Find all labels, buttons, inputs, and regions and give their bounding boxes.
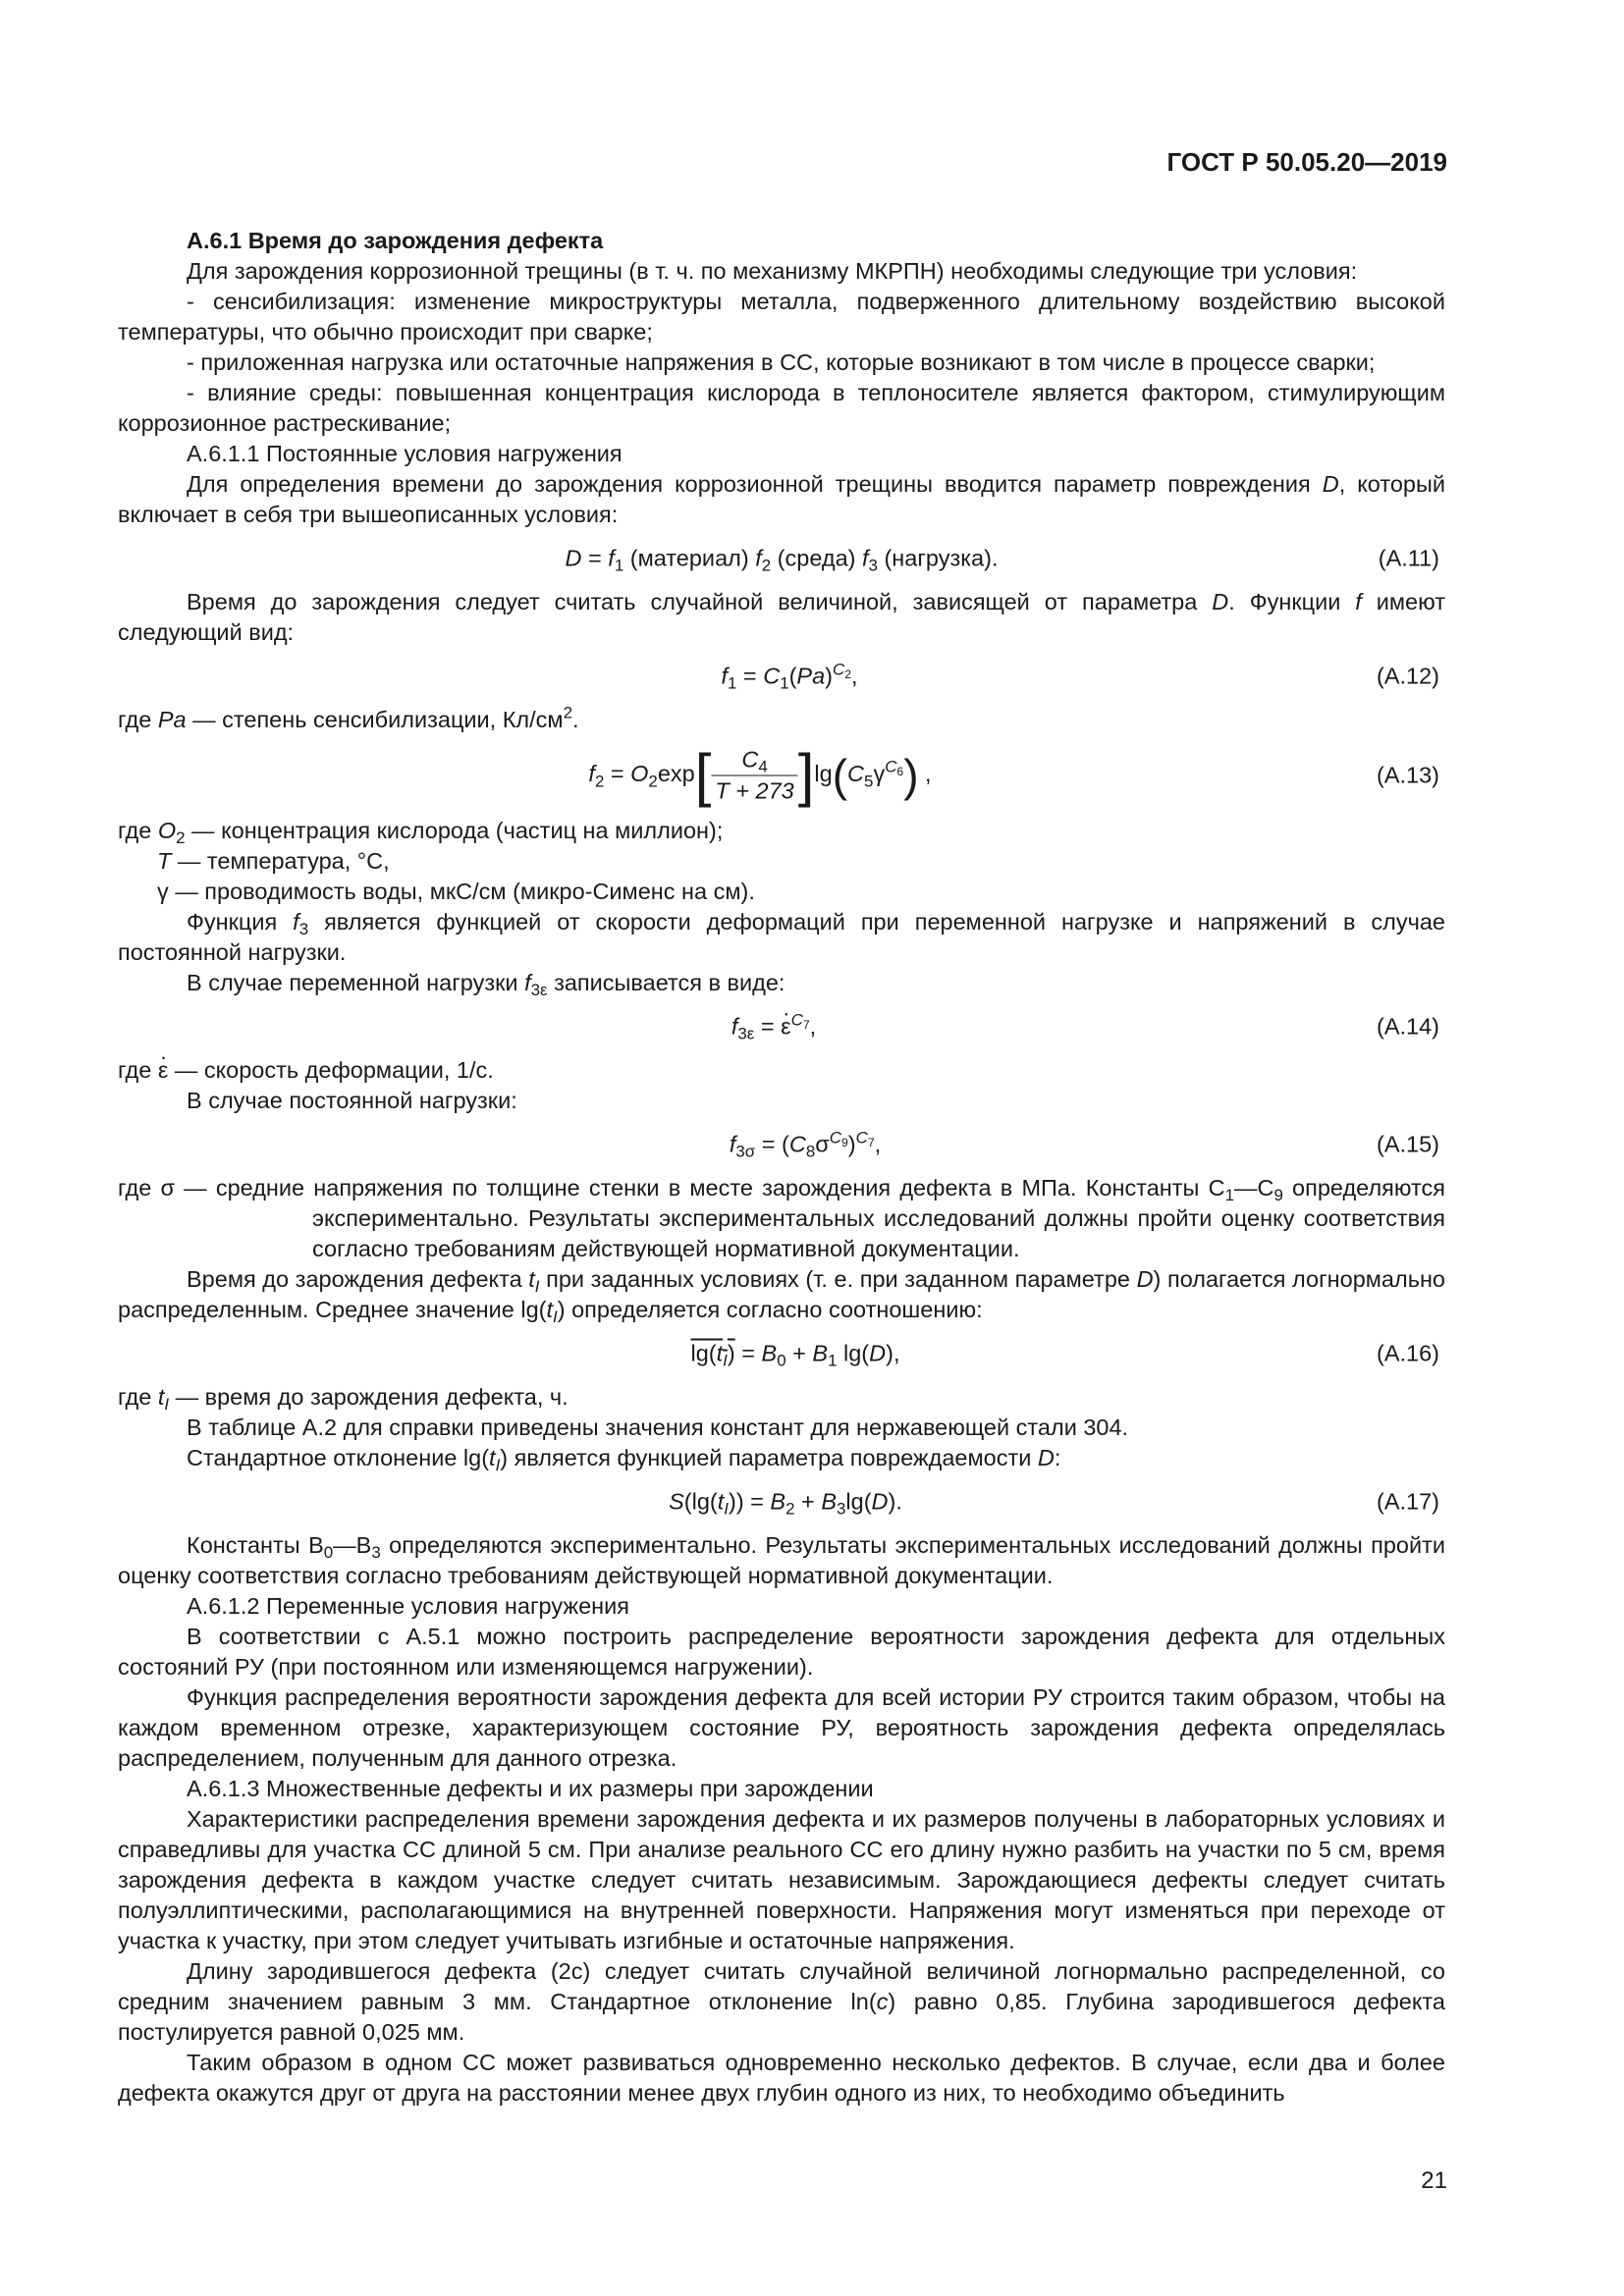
equation-number: (А.13)	[1377, 762, 1439, 788]
equation-a15: $f_{3\sigma} = (C_8\sigma^{C_9})^{C_7}$, (А.15)	[729, 1128, 1439, 1161]
page-content	[118, 226, 1445, 2109]
equation-a11: $D = f_1$ (материал) $f_2$ (среда) $f_3$ (нагрузка). (А.11)	[565, 545, 1439, 575]
page-number: 21	[1421, 2167, 1447, 2194]
paragraph: В соответствии с А.5.1 можно построить распределение вероятности зарождения дефекта для отдельных состояний РУ (при постоянном или изменяющемся нагружении).	[118, 1624, 1445, 1680]
paragraph: где ε · — скорость деформации, 1/с.	[118, 1055, 1445, 1086]
paragraph: где $t_I$ — время до зарождения дефекта, ч.	[118, 1384, 568, 1415]
list-item: - влияние среды: повышенная концентрация кислорода в теплоносителе является фактором, стимулирующим коррозионное растрескивание;	[118, 380, 1445, 436]
paragraph: Для определения времени до зарождения коррозионной трещины вводится параметр повреждения D, который включает в себя три вышеописанных условия:	[118, 471, 1446, 527]
equation-number: (А.15)	[1377, 1131, 1439, 1157]
paragraph: Время до зарождения следует считать случайной величиной, зависящей от параметра D. Функции f имеют следующий вид:	[118, 589, 1445, 645]
paragraph: Характеристики распределения времени зарождения дефекта и их размеров получены в лабораторных условиях и справедливы для участка СС длиной 5 см. При анализе реального СС его длину нужно разбить на участки по 5 см, время зарождения дефекта в каждом участке следует считать независимым. Зарождающиеся дефекты следует считать полуэллиптическими, располагающимися на внутренней поверхности. Напряжения могут изменяться при переходе от участка к участку, при этом следует учитывать изгибные и остаточные напряжения.	[118, 1806, 1445, 1953]
paragraph: Стандартное отклонение $\lg(t_I)$ является функцией параметра повреждаемости D:	[187, 1445, 1061, 1475]
equation-a14: $f_{3\varepsilon} = \varepsilon \cdot^{C_7}$, (А.14)	[118, 1006, 1445, 1047]
paragraph: В случае переменной нагрузки $f_{3\varepsilon}$ записывается в виде:	[187, 970, 785, 1000]
equation-number: (А.12)	[1377, 663, 1439, 689]
list-item: - приложенная нагрузка или остаточные напряжения в СС, которые возникают в том числе в процессе сварки;	[187, 349, 1376, 375]
section-title: А.6.1 Время до зарождения дефекта	[187, 228, 604, 253]
paragraph: Функция $f_3$ является функцией от скорости деформаций при переменной нагрузке и напряжений в случае постоянной нагрузки.	[118, 909, 1445, 965]
paragraph: Таким образом в одном СС может развиваться одновременно несколько дефектов. В случае, если два и более дефекта окажутся друг от друга на расстоянии менее двух глубин одного из них, то необходимо объединить	[118, 2050, 1445, 2106]
equation-number: (А.11)	[1378, 545, 1439, 571]
equation-number: (А.17)	[1377, 1488, 1439, 1515]
paragraph: где σ — средние напряжения по толщине стенки в месте зарождения дефекта в МПа. Константы $С_1—С_9$ определяются экспериментально. Результаты экспериментальных исследований должны пройти оценку соответствия согласно требованиям действующей нормативной документации.	[118, 1175, 1445, 1261]
equation-number: (А.16)	[1377, 1340, 1439, 1366]
list-item: - сенсибилизация: изменение микроструктуры металла, подверженного длительному воздействию высокой температуры, что обычно происходит при сварке;	[118, 289, 1445, 345]
paragraph: Для зарождения коррозионной трещины (в т. ч. по механизму МКРПН) необходимы следующие три условия:	[187, 258, 1358, 284]
paragraph: где $O_2$ — концентрация кислорода (частиц на миллион);	[118, 818, 724, 848]
paragraph: T — температура, °С,	[157, 848, 390, 874]
equation-a13: $f_2 = O_2\exp$[ $\frac{C_4}{T + 273}$ ]$\lg(C_5\gamma^{C_6})$ , (А.13)	[588, 742, 1439, 808]
paragraph: Длину зародившегося дефекта (2с) следует считать случайной величиной логнормально распределенной, со средним значением равным 3 мм. Стандартное отклонение ln(c) равно 0,85. Глубина зародившегося дефекта постулируется равной 0,025 мм.	[118, 1958, 1445, 2045]
paragraph: В таблице А.2 для справки приведены значения констант для нержавеющей стали 304.	[187, 1415, 1129, 1440]
equation-a16: $\lg(t_I) = B_0 + B_1$ lg(D), (А.16)	[690, 1340, 1439, 1370]
paragraph: Константы $B_0—B_3$ определяются экспериментально. Результаты экспериментальных исследований должны пройти оценку соответствия согласно требованиям действующей нормативной документации.	[118, 1532, 1445, 1588]
paragraph: где Pa — степень сенсибилизации, $Кл/см^2$.	[118, 703, 579, 732]
equation-a12: $f_1 = C_1(Pa)^{C_2}$, (А.12)	[721, 660, 1439, 693]
subsection-title: А.6.1.2 Переменные условия нагружения	[187, 1593, 629, 1619]
paragraph: Время до зарождения дефекта $t_I$ при заданных условиях (т. е. при заданном параметре D) полагается логнормально распределенным. Среднее значение $\lg(t_I)$ определяется согласно соотношению:	[118, 1266, 1445, 1327]
equation-number: (А.14)	[1377, 1013, 1439, 1040]
paragraph: В случае постоянной нагрузки:	[187, 1088, 517, 1113]
paragraph: γ — проводимость воды, мкС/см (микро-Сименс на см).	[157, 879, 755, 904]
subsection-title: А.6.1.3 Множественные дефекты и их размеры при зарождении	[187, 1776, 874, 1801]
standard-code-header: ГОСТ Р 50.05.20—2019	[1166, 147, 1447, 177]
equation-a17: $S(\lg(t_I)) = B_2 + B_3\lg(D)$. (А.17)	[669, 1488, 1439, 1519]
subsection-title: А.6.1.1 Постоянные условия нагружения	[187, 441, 623, 466]
paragraph: Функция распределения вероятности зарождения дефекта для всей истории РУ строится таким образом, чтобы на каждом временном отрезке, характеризующем состояние РУ, вероятность зарождения дефекта определялась распределением, полученным для данного отрезка.	[118, 1684, 1445, 1771]
